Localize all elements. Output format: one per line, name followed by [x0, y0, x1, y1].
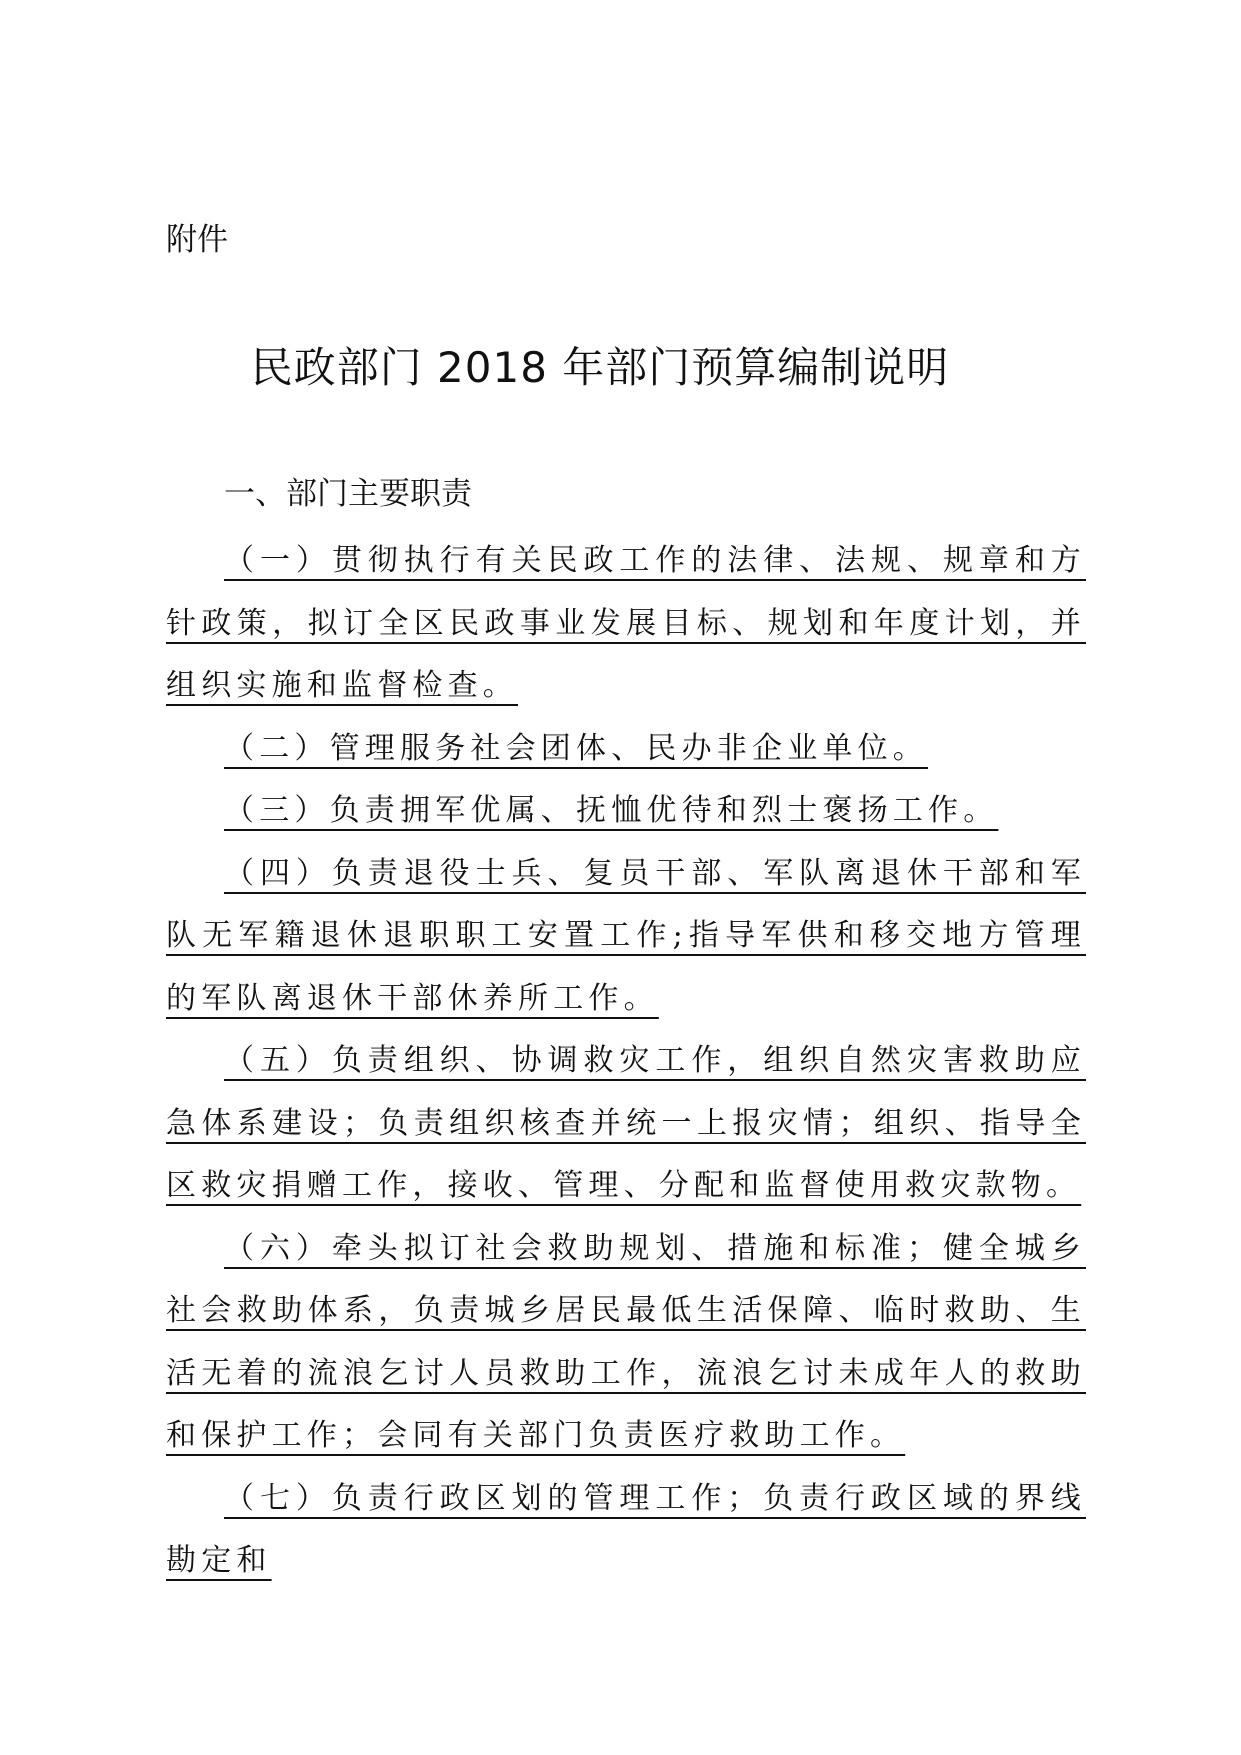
paragraph-3 — [166, 780, 1086, 843]
paragraph-text: （二）管理服务社会团体、民办非企业单位。 — [224, 730, 928, 766]
paragraph-text: （六）牵头拟订社会救助规划、措施和标准；健全城乡社会救助体系，负责城乡居民最低生活保障、临时救助、生活无着的流浪乞讨人员救助工作，流浪乞讨未成年人的救助和保护工作；会同有关部门负责医疗救助工作。 — [166, 1230, 1086, 1453]
document-title: 民政部门 2018 年部门预算编制说明 — [250, 343, 950, 392]
paragraph-6 — [166, 1218, 1086, 1468]
paragraph-1 — [166, 530, 1086, 718]
attachment-label: 附件 — [166, 222, 228, 258]
section-heading: 一、部门主要职责 — [224, 476, 472, 512]
paragraph-text: （四）负责退役士兵、复员干部、军队离退休干部和军队无军籍退休退职职工安置工作;指导军供和移交地方管理的军队离退休干部休养所工作。 — [166, 855, 1086, 1016]
paragraph-text: （五）负责组织、协调救灾工作，组织自然灾害救助应急体系建设；负责组织核查并统一上报灾情；组织、指导全区救灾捐赠工作，接收、管理、分配和监督使用救灾款物。 — [166, 1043, 1086, 1203]
paragraph-4 — [166, 843, 1086, 1031]
paragraph-text: （三）负责拥军优属、抚恤优待和烈士褒扬工作。 — [224, 793, 999, 828]
paragraph-text: （七）负责行政区划的管理工作；负责行政区域的界线勘定和 — [166, 1480, 1086, 1578]
paragraph-5 — [166, 1030, 1086, 1218]
paragraph-2 — [166, 718, 1086, 781]
paragraph-text: （一）贯彻执行有关民政工作的法律、法规、规章和方针政策，拟订全区民政事业发展目标、规划和年度计划，并组织实施和监督检查。 — [166, 543, 1086, 703]
paragraph-7 — [166, 1468, 1086, 1593]
body-text — [166, 530, 1086, 1593]
